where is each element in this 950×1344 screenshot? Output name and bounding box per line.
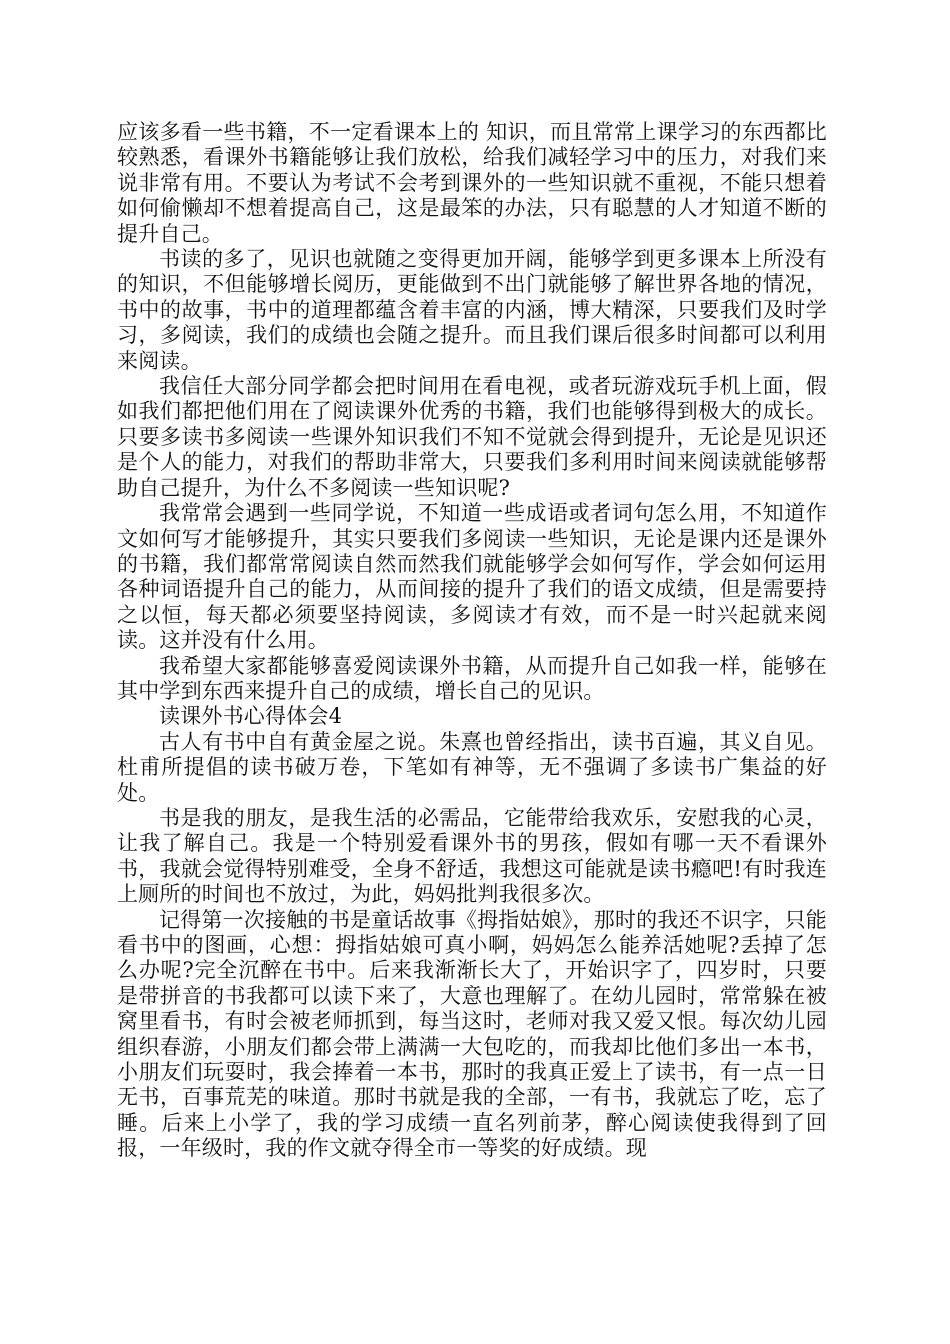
- paragraph: 书读的多了，见识也就随之变得更加开阔，能够学到更多课本上所没有的知识，不但能够增长阅历，更能做到不出门就能够了解世界各地的情况，书中的故事，书中的道理都蕴含着丰富的内涵，博大精深，只要我们及时学习，多阅读，我们的成绩也会随之提升。而且我们课后很多时间都可以利用来阅读。: [117, 247, 827, 373]
- paragraph: 古人有书中自有黄金屋之说。朱熹也曾经指出，读书百遍，其义自见。杜甫所提倡的读书破万卷，下笔如有神等，无不强调了多读书广集益的好处。: [117, 729, 827, 805]
- paragraph: 记得第一次接触的书是童话故事《拇指姑娘》，那时的我还不识字，只能看书中的图画，心想：拇指姑娘可真小啊，妈妈怎么能养活她呢?丢掉了怎么办呢?完全沉醉在书中。后来我渐渐长大了，开始识字了，四岁时，只要是带拼音的书我都可以读下来了，大意也理解了。在幼儿园时，常常躲在被窝里看书，有时会被老师抓到，每当这时，老师对我又爱又恨。每次幼儿园组织春游，小朋友们都会带上满满一大包吃的，而我却比他们多出一本书，小朋友们玩耍时，我会捧着一本书，那时的我真正爱上了读书，有一点一日无书，百事荒芜的味道。那时书就是我的全部，一有书，我就忘了吃，忘了睡。后来上小学了，我的学习成绩一直名列前茅，醉心阅读使我得到了回报，一年级时，我的作文就夺得全市一等奖的好成绩。现: [117, 907, 827, 1161]
- paragraph: 书是我的朋友，是我生活的必需品，它能带给我欢乐，安慰我的心灵，让我了解自己。我是一个特别爱看课外书的男孩，假如有哪一天不看课外书，我就会觉得特别难受，全身不舒适，我想这可能就是读书瘾吧!有时我连上厕所的时间也不放过，为此，妈妈批判我很多次。: [117, 805, 827, 907]
- document-body: [117, 120, 827, 1162]
- paragraph: 应该多看一些书籍，不一定看课本上的 知识，而且常常上课学习的东西都比较熟悉，看课外书籍能够让我们放松，给我们减轻学习中的压力，对我们来说非常有用。不要认为考试不会考到课外的一些知识就不重视，不能只想着如何偷懒却不想着提高自己，这是最笨的办法，只有聪慧的人才知道不断的提升自己。: [117, 120, 827, 246]
- paragraph: 我希望大家都能够喜爱阅读课外书籍，从而提升自己如我一样，能够在其中学到东西来提升自己的成绩，增长自己的见识。: [117, 653, 827, 703]
- paragraph: 我常常会遇到一些同学说，不知道一些成语或者词句怎么用，不知道作文如何写才能够提升，其实只要我们多阅读一些知识，无论是课内还是课外的书籍，我们都常常阅读自然而然我们就能够学会如何写作，学会如何运用各种词语提升自己的能力，从而间接的提升了我们的语文成绩，但是需要持之以恒，每天都必须要坚持阅读，多阅读才有效，而不是一时兴起就来阅读。这并没有什么用。: [117, 501, 827, 653]
- section-title: 读课外书心得体会4: [159, 704, 343, 729]
- paragraph: 我信任大部分同学都会把时间用在看电视，或者玩游戏玩手机上面，假如我们都把他们用在了阅读课外优秀的书籍，我们也能够得到极大的成长。只要多读书多阅读一些课外知识我们不知不觉就会得到提升，无论是见识还是个人的能力，对我们的帮助非常大，只要我们多利用时间来阅读就能够帮助自己提升，为什么不多阅读一些知识呢?: [117, 374, 827, 500]
